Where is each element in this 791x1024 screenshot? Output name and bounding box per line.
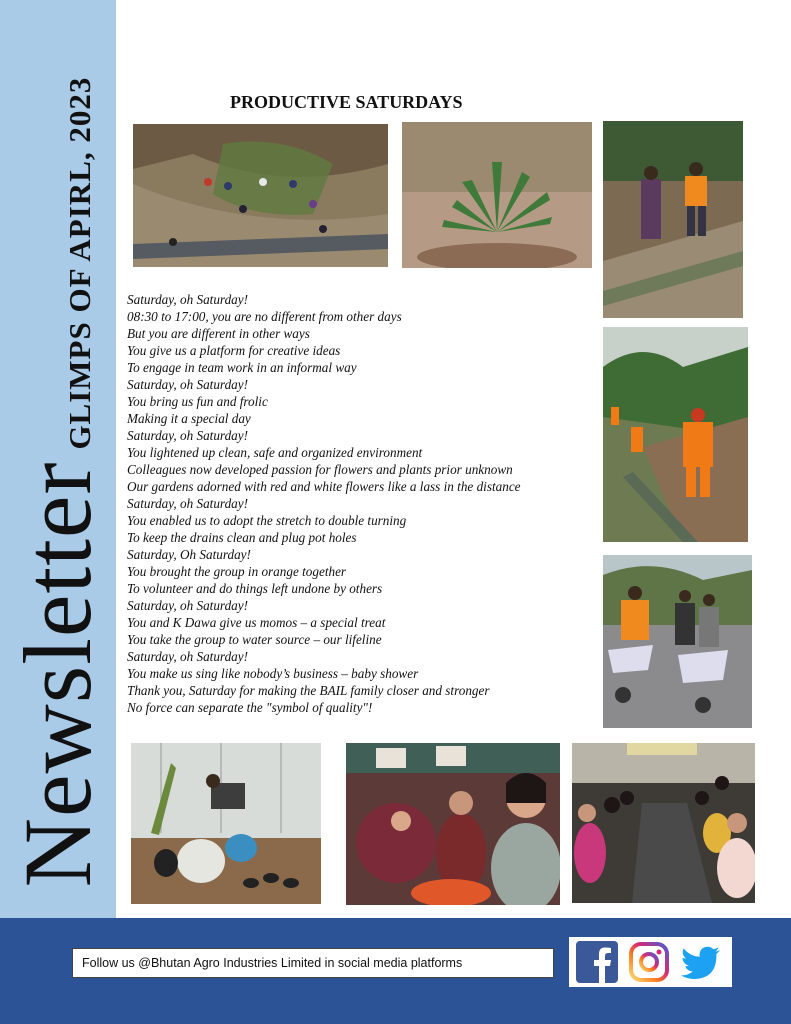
- poem-line: Making it a special day: [127, 411, 251, 426]
- photo-dinner-gathering: [572, 743, 755, 903]
- poem-line: Saturday, oh Saturday!: [127, 496, 248, 511]
- poem-line: You bring us fun and frolic: [127, 394, 268, 409]
- poem-line: You make us sing like nobody’s business – baby shower: [127, 666, 419, 681]
- poem-line: Saturday, oh Saturday!: [127, 292, 248, 307]
- poem-line: To volunteer and do things left undone by others: [127, 581, 383, 596]
- twitter-icon[interactable]: [680, 941, 722, 983]
- social-icons: [569, 937, 732, 987]
- poem-line: To keep the drains clean and plug pot holes: [127, 530, 357, 545]
- newsletter-title: Newsletter: [4, 461, 111, 888]
- photo-seedling: [402, 122, 592, 268]
- poem-line: Thank you, Saturday for making the BAIL family closer and stronger: [127, 683, 490, 698]
- poem-line: But you are different in other ways: [127, 326, 310, 341]
- photo-orange-workers-roadside: [603, 327, 748, 542]
- follow-us-text: Follow us @Bhutan Agro Industries Limited in social media platforms: [72, 948, 554, 978]
- poem-line: You take the group to water source – our lifeline: [127, 632, 382, 647]
- photo-wheelbarrows: [603, 555, 752, 728]
- poem-line: You lightened up clean, safe and organized environment: [127, 445, 423, 460]
- issue-subtitle: GLIMPS OF APIRL, 2023: [62, 76, 97, 450]
- poem-line: Our gardens adorned with red and white flowers like a lass in the distance: [127, 479, 521, 494]
- facebook-icon[interactable]: [576, 941, 618, 983]
- poem-line: Saturday, oh Saturday!: [127, 649, 248, 664]
- poem-line: Colleagues now developed passion for flowers and plants prior unknown: [127, 462, 513, 477]
- photo-greenhouse-planting: [131, 743, 321, 904]
- poem-line: To engage in team work in an informal way: [127, 360, 357, 375]
- poem-line: You brought the group in orange together: [127, 564, 347, 579]
- poem-line: 08:30 to 17:00, you are no different from other days: [127, 309, 402, 324]
- poem-line: You enabled us to adopt the stretch to double turning: [127, 513, 407, 528]
- poem-line: Saturday, oh Saturday!: [127, 428, 248, 443]
- photo-baby-shower-group: [346, 743, 560, 905]
- poem-line: You give us a platform for creative ideas: [127, 343, 341, 358]
- poem-line: No force can separate the "symbol of quality"!: [127, 700, 373, 715]
- poem-line: Saturday, oh Saturday!: [127, 377, 248, 392]
- poem-line: Saturday, oh Saturday!: [127, 598, 248, 613]
- sidebar-band: [0, 0, 116, 918]
- poem-line: You and K Dawa give us momos – a special treat: [127, 615, 386, 630]
- page-title: PRODUCTIVE SATURDAYS: [230, 92, 463, 112]
- poem-line: Saturday, Oh Saturday!: [127, 547, 251, 562]
- photo-drain-cleaning: [603, 121, 743, 318]
- instagram-icon[interactable]: [628, 941, 670, 983]
- newsletter-vertical-title: [4, 76, 111, 888]
- poem: [127, 291, 521, 716]
- photo-hillside-workers: [133, 124, 388, 267]
